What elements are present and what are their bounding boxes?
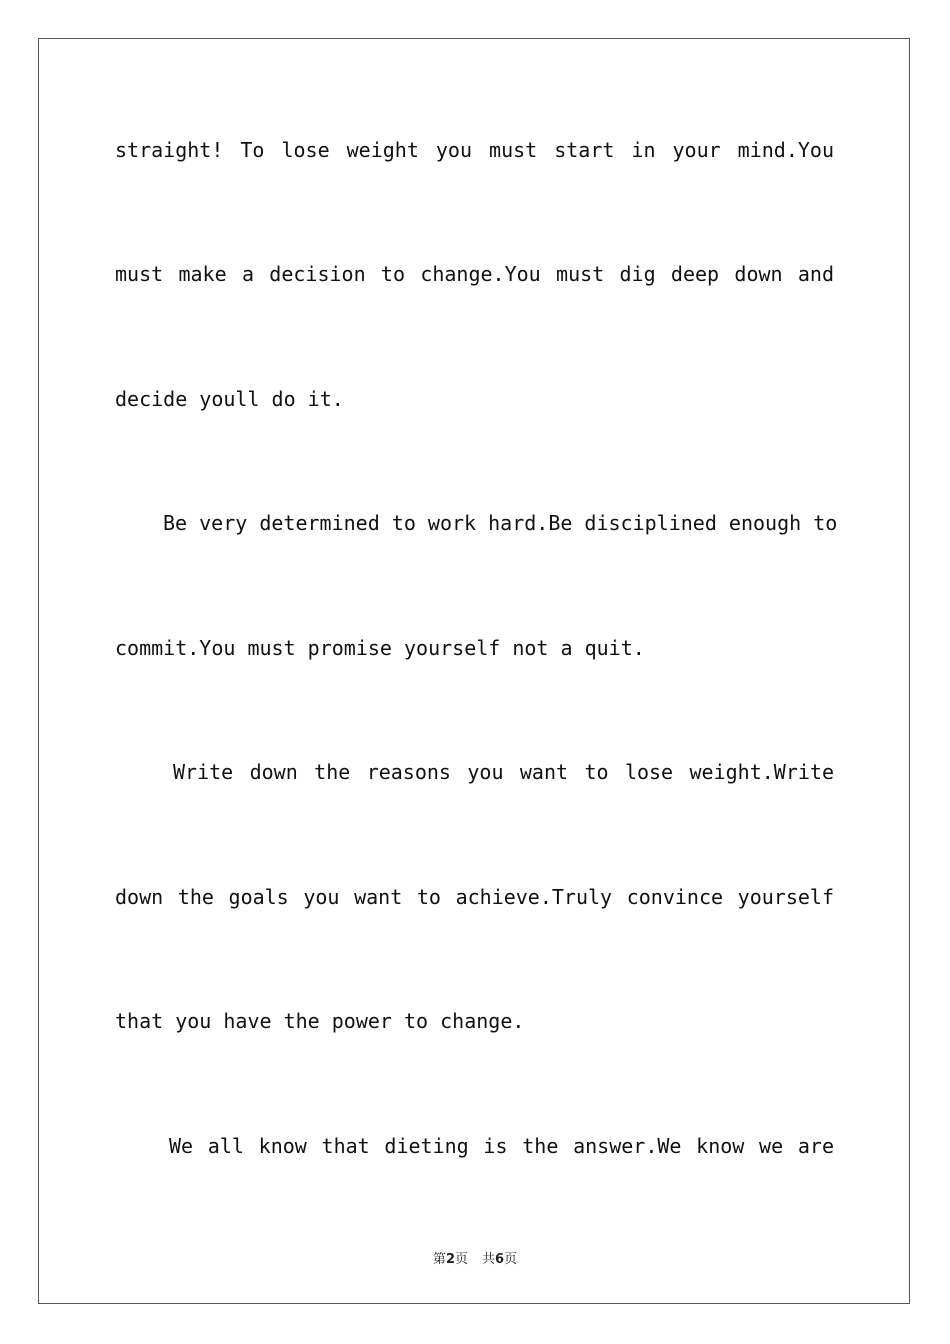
text-line: must make a decision to change.You must dig deep down and bbox=[115, 262, 834, 286]
total-suffix: 页 bbox=[504, 1252, 518, 1267]
paragraph-first-line: We all know that dieting is the answer.We know we are bbox=[169, 1134, 834, 1158]
text-line: decide youll do it. bbox=[115, 387, 344, 411]
text-line: that you have the power to change. bbox=[115, 1009, 525, 1033]
page-footer bbox=[0, 1248, 950, 1267]
page-suffix: 页 bbox=[454, 1252, 468, 1267]
page-number: 2 bbox=[445, 1252, 455, 1267]
paragraph-first-line: Be very determined to work hard.Be disciplined enough to bbox=[163, 511, 838, 535]
text-line: commit.You must promise yourself not a quit. bbox=[115, 636, 645, 660]
text-line: down the goals you want to achieve.Truly convince yourself bbox=[115, 885, 834, 909]
text-line: straight! To lose weight you must start in your mind.You bbox=[115, 138, 834, 162]
page-border bbox=[38, 38, 910, 1304]
total-prefix: 共 bbox=[482, 1252, 496, 1267]
paragraph-first-line: Write down the reasons you want to lose weight.Write bbox=[173, 760, 834, 784]
page-prefix: 第 bbox=[432, 1252, 446, 1267]
total-pages: 6 bbox=[495, 1252, 505, 1267]
